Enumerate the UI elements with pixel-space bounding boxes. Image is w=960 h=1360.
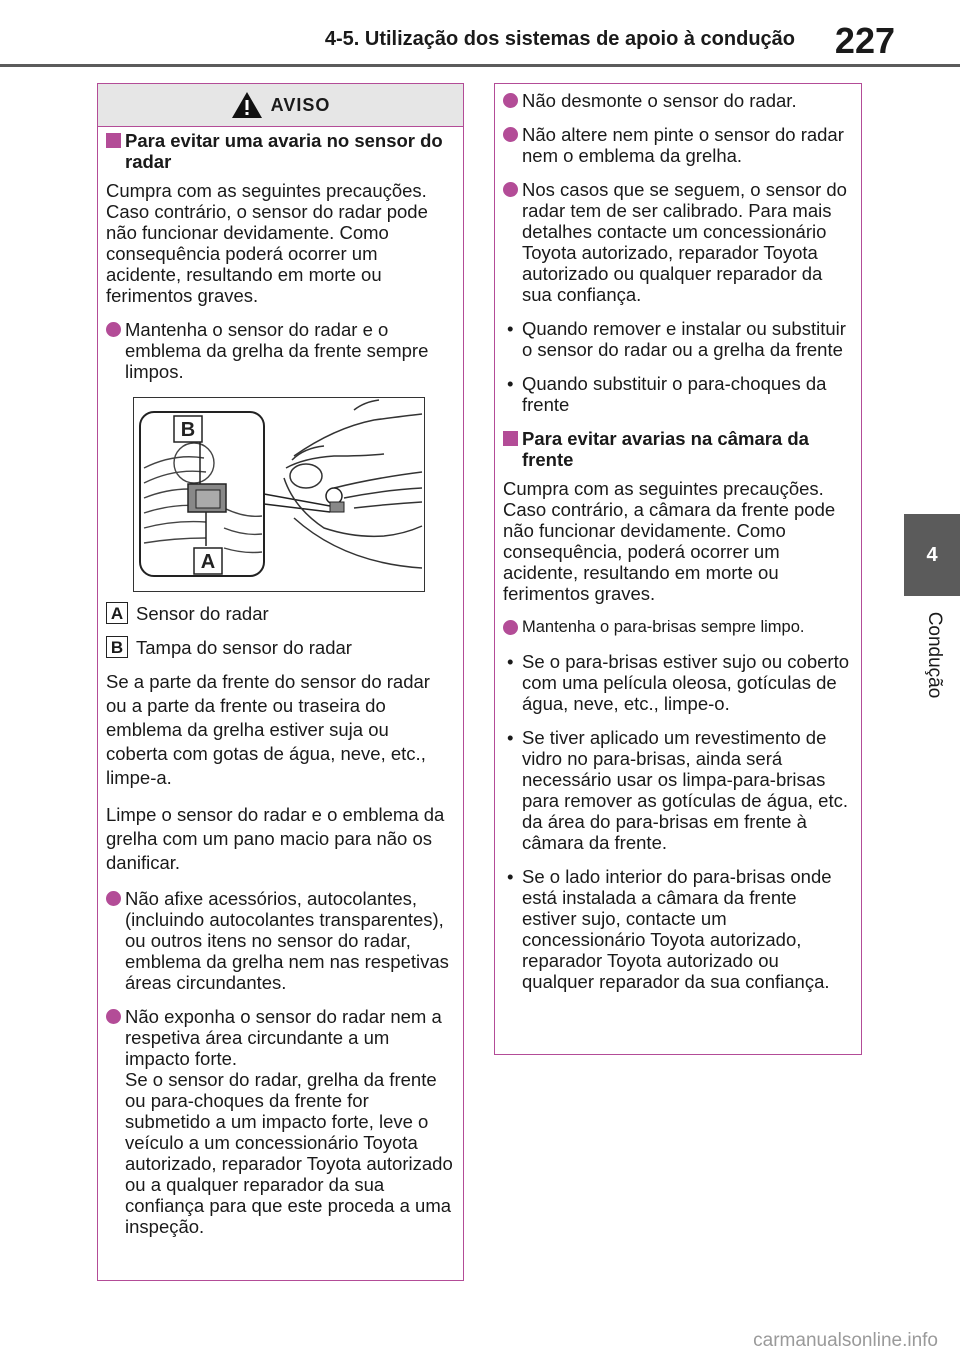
legend-key-a: A [106, 602, 128, 624]
warning-header [98, 84, 463, 127]
legend-text-b: Tampa do sensor do radar [136, 636, 352, 658]
radar-intro: Cumpra com as seguintes precauções. Caso contrário, o sensor do radar pode não funcionar devidamente. Como consequência poderá ocorrer um acidente, resultando em morte ou ferimentos graves. [106, 180, 428, 306]
chapter-label: Condução [924, 611, 945, 699]
legend-item-b [106, 636, 453, 658]
figure-label-a: A [200, 551, 216, 573]
square-bullet-icon [106, 133, 121, 148]
round-bullet-icon [106, 322, 121, 337]
dot-bullet-icon: • [507, 318, 514, 339]
section-title: 4-5. Utilização dos sistemas de apoio à condução [324, 28, 795, 50]
warning-title: AVISO [270, 94, 331, 115]
list-item: • Se o para-brisas estiver sujo ou coberto com uma película oleosa, gotículas de água, neve, etc., limpe-o. [507, 651, 850, 714]
round-bullet-icon [503, 93, 518, 108]
header-rule [0, 64, 960, 67]
camera-intro: Cumpra com as seguintes precauções. Caso contrário, a câmara da frente pode não funcionar devidamente. Como consequência, poderá ocorrer um acidente, resultando em morte ou ferimentos graves. [503, 478, 836, 604]
warning-box-left [97, 83, 464, 1281]
page-number: 227 [834, 20, 895, 61]
round-bullet-icon [503, 620, 518, 635]
legend-key-b: B [106, 636, 128, 658]
round-bullet-icon [503, 127, 518, 142]
grille-radar-figure [134, 398, 424, 591]
radar-sensor-illustration [133, 397, 425, 592]
figure-label-b: B [180, 419, 196, 441]
dot-bullet-icon: • [507, 866, 514, 887]
list-item: Mantenha o sensor do radar e o emblema da grelha da frente sempre limpos. [106, 319, 453, 382]
list-item: Nos casos que se seguem, o sensor do radar tem de ser calibrado. Para mais detalhes contacte um concessionário Toyota autorizado, reparador Toyota autorizado ou qualquer reparador da sua confiança. [503, 179, 851, 305]
dot-bullet-icon: • [507, 373, 514, 394]
section-heading-camera: Para evitar avarias na câmara da frente [503, 428, 851, 470]
square-bullet-icon [503, 431, 518, 446]
list-item: • Se o lado interior do para-brisas onde está instalada a câmara da frente estiver sujo, contacte um concessionário Toyota autorizado, reparador Toyota autorizado ou qualquer reparador da sua confiança. [507, 866, 832, 992]
legend-item-a [106, 602, 453, 624]
list-item: Não altere nem pinte o sensor do radar nem o emblema da grelha. [503, 124, 851, 166]
round-bullet-icon [106, 891, 121, 906]
list-item: • Quando substituir o para-choques da frente [507, 373, 827, 415]
cleaning-method-paragraph: Limpe o sensor do radar e o emblema da grelha com um pano macio para não os danificar. [106, 804, 445, 873]
list-item: • Quando remover e instalar ou substituir o sensor do radar ou a grelha da frente [507, 318, 846, 360]
watermark: carmanualsonline.info [753, 1330, 938, 1351]
round-bullet-icon [106, 1009, 121, 1024]
list-item: Não afixe acessórios, autocolantes, (incluindo autocolantes transparentes), ou outros itens no sensor do radar, emblema da grelha nem nas respetivas áreas circundantes. [106, 888, 453, 993]
list-item: Não desmonte o sensor do radar. [503, 90, 851, 111]
warning-triangle-icon [231, 91, 263, 119]
legend-text-a: Sensor do radar [136, 602, 269, 624]
list-item: Mantenha o para-brisas sempre limpo. [503, 617, 851, 638]
dot-bullet-icon: • [507, 651, 514, 672]
dot-bullet-icon: • [507, 727, 514, 748]
cleaning-paragraph: Se a parte da frente do sensor do radar ou a parte da frente ou traseira do emblema da grelha estiver suja ou coberta com gotas de água, neve, etc., limpe-a. [106, 671, 430, 788]
list-item: • Se tiver aplicado um revestimento de vidro no para-brisas, ainda será necessário usar os limpa-para-brisas para remover as gotículas de água, etc. da área do para-brisas em frente à câmara da frente. [507, 727, 848, 853]
chapter-number: 4 [926, 543, 938, 566]
round-bullet-icon [503, 182, 518, 197]
warning-box-right [494, 83, 862, 1055]
list-item: Não exponha o sensor do radar nem a respetiva área circundante a um impacto forte. Se o sensor do radar, grelha da frente ou para-choques da frente for submetido a um impacto forte, leve o veículo a um concessionário Toyota autorizado, reparador Toyota autorizado ou a qualquer reparador da sua confiança para que este proceda a uma inspeção. [106, 1006, 453, 1237]
section-heading-radar: Para evitar uma avaria no sensor do radar [106, 130, 453, 172]
